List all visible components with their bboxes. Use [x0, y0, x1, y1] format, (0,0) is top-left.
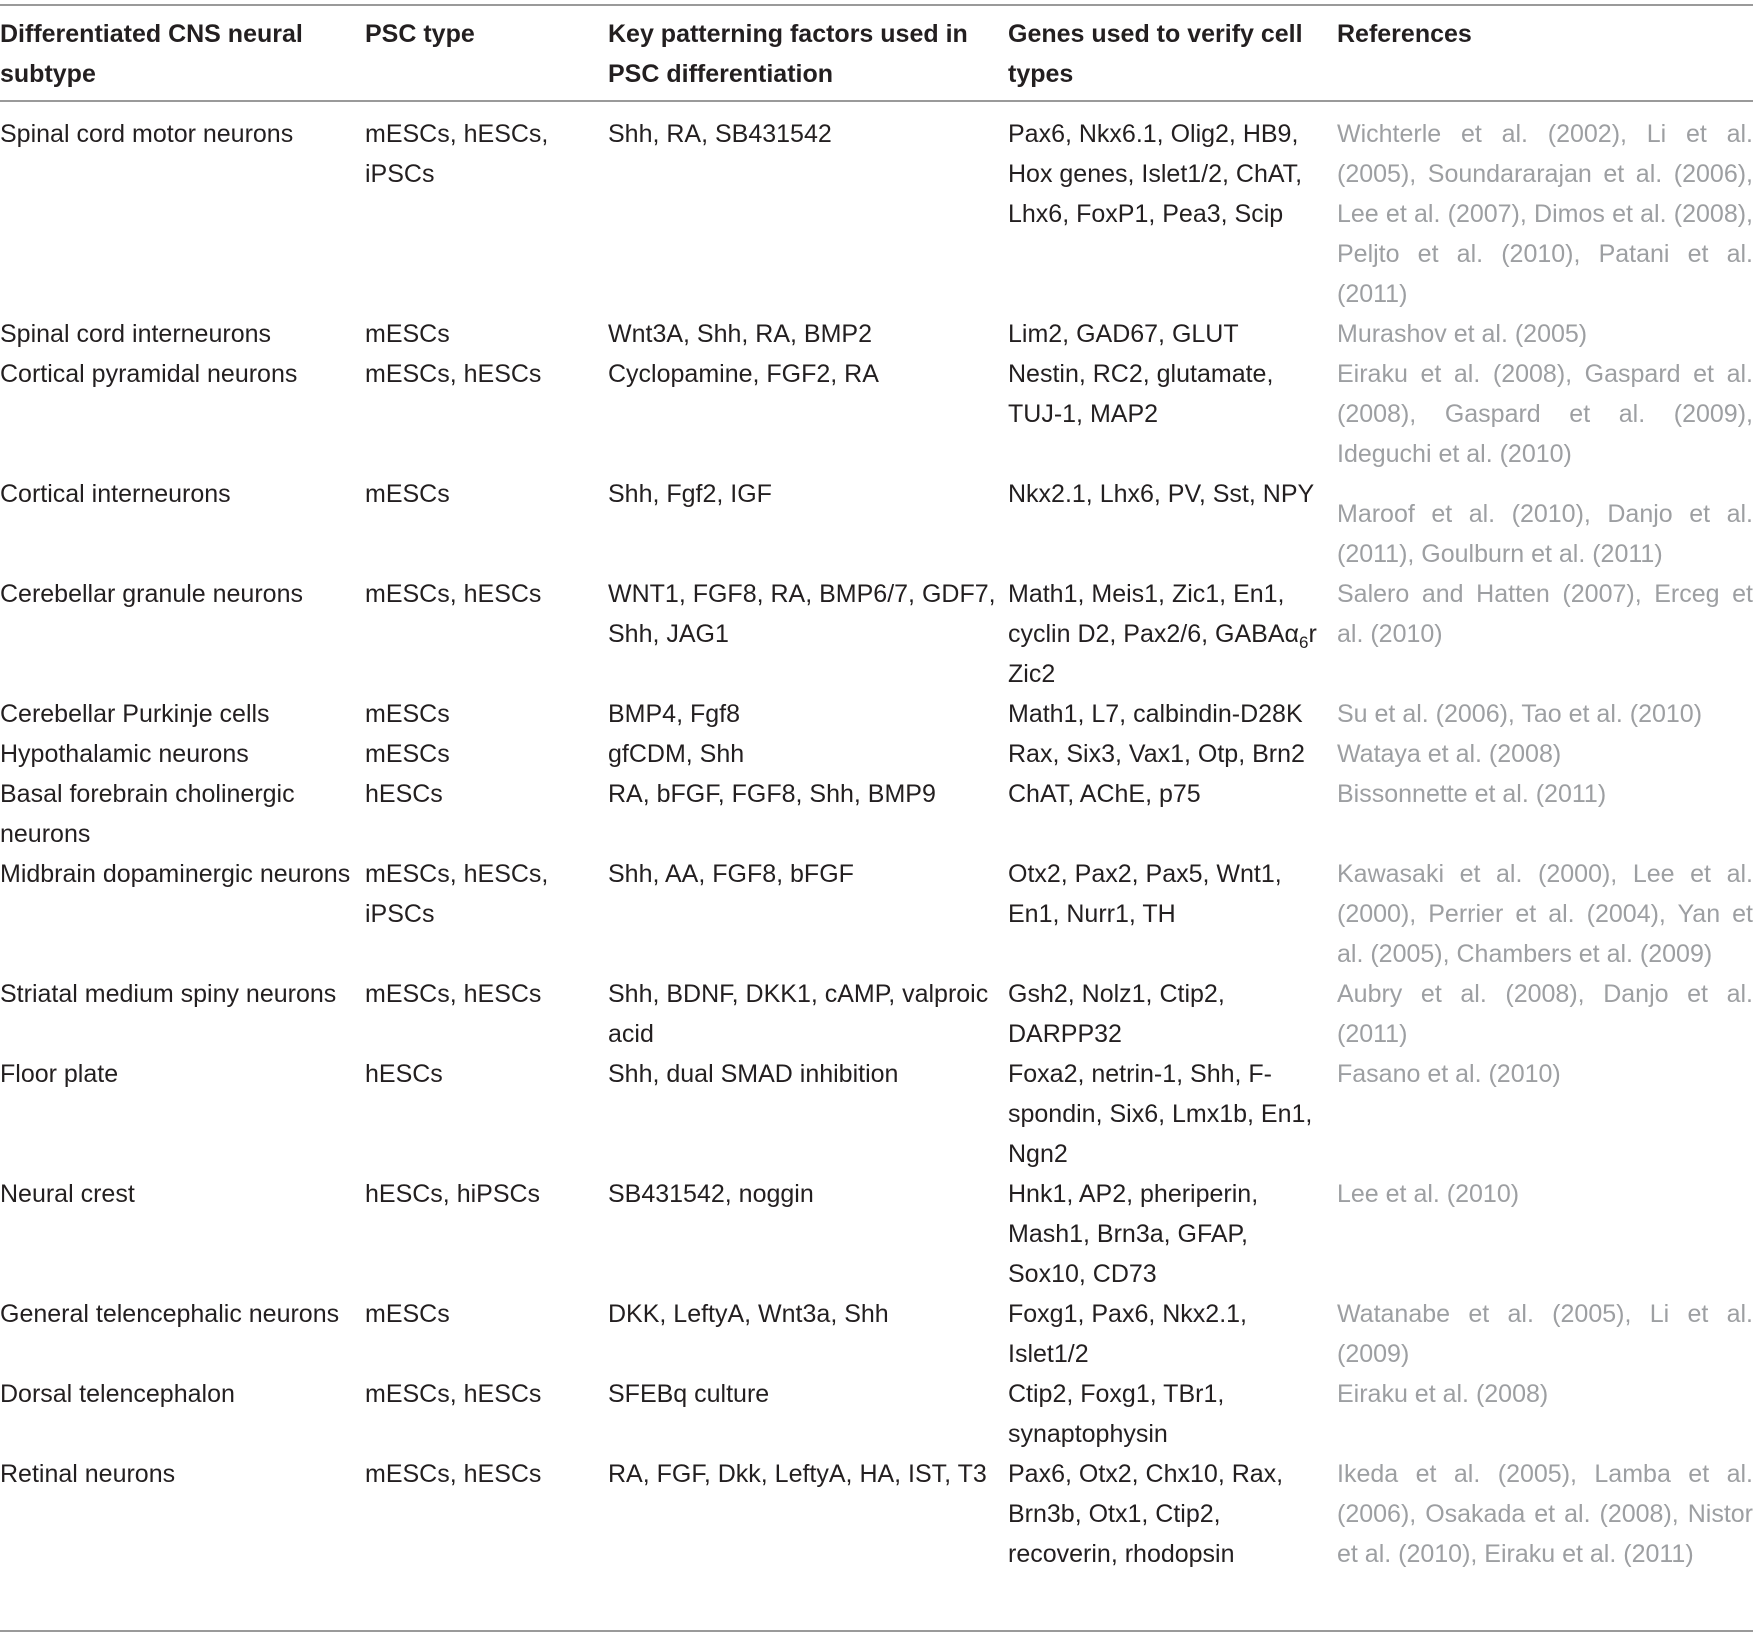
table-row	[0, 1054, 1753, 1174]
genes-text-tail: r Zic2	[1008, 620, 1317, 688]
table-row	[0, 354, 1753, 474]
cell-subtype: Hypothalamic neurons	[0, 740, 249, 768]
cell-psc-type: mESCs, hESCs, iPSCs	[365, 860, 549, 928]
cell-psc-type: mESCs, hESCs	[365, 1380, 542, 1408]
header-row	[0, 8, 1753, 100]
cell-subtype: Midbrain dopaminergic neurons	[0, 860, 351, 888]
cell-psc-type: mESCs	[365, 480, 450, 508]
cell-factors: SFEBq culture	[608, 1380, 770, 1408]
table-row	[0, 1374, 1753, 1454]
cell-factors: Cyclopamine, FGF2, RA	[608, 360, 879, 388]
cell-genes: Pax6, Nkx6.1, Olig2, HB9, Hox genes, Islet1/2, ChAT, Lhx6, FoxP1, Pea3, Scip	[1008, 120, 1303, 228]
cell-genes: ChAT, AChE, p75	[1008, 780, 1201, 808]
table-row	[0, 1174, 1753, 1294]
cell-psc-type: mESCs	[365, 700, 450, 728]
cell-factors: gfCDM, Shh	[608, 740, 745, 768]
cell-genes: Otx2, Pax2, Pax5, Wnt1, En1, Nurr1, TH	[1008, 860, 1282, 928]
cell-references[interactable]: Su et al. (2006), Tao et al. (2010)	[1337, 700, 1703, 728]
cell-factors: WNT1, FGF8, RA, BMP6/7, GDF7, Shh, JAG1	[608, 580, 996, 648]
header-references: References	[1337, 20, 1472, 48]
genes-text: Math1, Meis1, Zic1, En1, cyclin D2, Pax2/6, GABAα	[1008, 580, 1299, 648]
cell-psc-type: mESCs, hESCs	[365, 360, 542, 388]
cell-psc-type: mESCs	[365, 320, 450, 348]
cell-subtype: General telencephalic neurons	[0, 1300, 340, 1328]
cell-factors: Wnt3A, Shh, RA, BMP2	[608, 320, 872, 348]
table-row	[0, 474, 1753, 574]
cell-references[interactable]: Fasano et al. (2010)	[1337, 1060, 1561, 1088]
cell-subtype: Striatal medium spiny neurons	[0, 980, 337, 1008]
cell-subtype: Floor plate	[0, 1060, 119, 1088]
header-verification-genes: Genes used to verify cell types	[1008, 20, 1303, 88]
table-row	[0, 574, 1753, 694]
cell-genes: Math1, L7, calbindin-D28K	[1008, 700, 1303, 728]
cell-references[interactable]: Wataya et al. (2008)	[1337, 740, 1562, 768]
cell-genes: Foxa2, netrin-1, Shh, F-spondin, Six6, Lmx1b, En1, Ngn2	[1008, 1060, 1313, 1168]
cell-psc-type: mESCs, hESCs	[365, 1460, 542, 1488]
cell-factors: RA, bFGF, FGF8, Shh, BMP9	[608, 780, 936, 808]
cell-subtype: Cerebellar Purkinje cells	[0, 700, 270, 728]
cell-references[interactable]: Bissonnette et al. (2011)	[1337, 780, 1607, 808]
table-header	[0, 8, 1753, 100]
cell-psc-type: hESCs	[365, 1060, 443, 1088]
cell-genes	[1008, 574, 1337, 694]
genes-subscript: 6	[1298, 633, 1309, 652]
cell-genes: Pax6, Otx2, Chx10, Rax, Brn3b, Otx1, Ctip2, recoverin, rhodopsin	[1008, 1460, 1284, 1568]
cns-subtype-table	[0, 8, 1753, 1574]
table-top-rule	[0, 4, 1753, 6]
cell-references[interactable]: Eiraku et al. (2008), Gaspard et al. (2008), Gaspard et al. (2009), Ideguchi et al. (2010)	[1337, 360, 1753, 468]
cell-references[interactable]: Eiraku et al. (2008)	[1337, 1380, 1549, 1408]
cell-genes: Nestin, RC2, glutamate, TUJ-1, MAP2	[1008, 360, 1274, 428]
cell-psc-type: mESCs, hESCs	[365, 980, 542, 1008]
cell-factors: Shh, BDNF, DKK1, cAMP, valproic acid	[608, 980, 989, 1048]
cell-references[interactable]: Murashov et al. (2005)	[1337, 320, 1588, 348]
cell-references[interactable]: Maroof et al. (2010), Danjo et al. (2011), Goulburn et al. (2011)	[1337, 500, 1753, 568]
cell-factors: Shh, AA, FGF8, bFGF	[608, 860, 854, 888]
table-row	[0, 694, 1753, 734]
cell-subtype: Neural crest	[0, 1180, 135, 1208]
table-row	[0, 974, 1753, 1054]
cell-references[interactable]: Watanabe et al. (2005), Li et al. (2009)	[1337, 1300, 1753, 1368]
table-row	[0, 1294, 1753, 1374]
table-row	[0, 734, 1753, 774]
cell-subtype: Spinal cord motor neurons	[0, 120, 294, 148]
cell-factors: Shh, dual SMAD inhibition	[608, 1060, 899, 1088]
cell-factors: Shh, RA, SB431542	[608, 120, 832, 148]
cell-references[interactable]: Wichterle et al. (2002), Li et al. (2005), Soundararajan et al. (2006), Lee et al. (2007), Dimos et al. (2008), Peljto et al. (2010), Patani et al. (2011)	[1337, 120, 1753, 308]
cell-psc-type: hESCs	[365, 780, 443, 808]
cell-factors: Shh, Fgf2, IGF	[608, 480, 772, 508]
cell-genes: Hnk1, AP2, pheriperin, Mash1, Brn3a, GFAP, Sox10, CD73	[1008, 1180, 1259, 1288]
cell-subtype: Spinal cord interneurons	[0, 320, 271, 348]
table-row	[0, 1454, 1753, 1574]
cell-references[interactable]: Aubry et al. (2008), Danjo et al. (2011)	[1337, 980, 1753, 1048]
cell-subtype: Retinal neurons	[0, 1460, 176, 1488]
cell-psc-type: mESCs	[365, 740, 450, 768]
cell-factors: DKK, LeftyA, Wnt3a, Shh	[608, 1300, 889, 1328]
table-row	[0, 100, 1753, 314]
cell-genes: Foxg1, Pax6, Nkx2.1, Islet1/2	[1008, 1300, 1248, 1368]
cell-psc-type: mESCs, hESCs	[365, 580, 542, 608]
cell-genes: Lim2, GAD67, GLUT	[1008, 320, 1239, 348]
cell-psc-type: mESCs	[365, 1300, 450, 1328]
header-patterning-factors: Key patterning factors used in PSC differentiation	[608, 20, 968, 88]
cell-genes: Nkx2.1, Lhx6, PV, Sst, NPY	[1008, 480, 1315, 508]
cell-references[interactable]: Lee et al. (2010)	[1337, 1180, 1520, 1208]
cell-subtype: Cortical pyramidal neurons	[0, 360, 298, 388]
cell-subtype: Dorsal telencephalon	[0, 1380, 235, 1408]
cell-subtype: Cortical interneurons	[0, 480, 231, 508]
cell-factors: SB431542, noggin	[608, 1180, 814, 1208]
header-subtype: Differentiated CNS neural subtype	[0, 20, 303, 88]
cell-factors: RA, FGF, Dkk, LeftyA, HA, IST, T3	[608, 1460, 987, 1488]
table-row	[0, 774, 1753, 854]
cell-genes: Rax, Six3, Vax1, Otp, Brn2	[1008, 740, 1305, 768]
cell-genes: Ctip2, Foxg1, TBr1, synaptophysin	[1008, 1380, 1225, 1448]
cell-factors: BMP4, Fgf8	[608, 700, 740, 728]
table-row	[0, 314, 1753, 354]
cell-psc-type: hESCs, hiPSCs	[365, 1180, 541, 1208]
cell-references[interactable]: Kawasaki et al. (2000), Lee et al. (2000), Perrier et al. (2004), Yan et al. (2005), Chambers et al. (2009)	[1337, 860, 1753, 968]
cell-genes: Gsh2, Nolz1, Ctip2, DARPP32	[1008, 980, 1225, 1048]
cell-references[interactable]: Ikeda et al. (2005), Lamba et al. (2006), Osakada et al. (2008), Nistor et al. (2010), Eiraku et al. (2011)	[1337, 1460, 1753, 1568]
table-row	[0, 854, 1753, 974]
cell-psc-type: mESCs, hESCs, iPSCs	[365, 120, 549, 188]
cell-references[interactable]: Salero and Hatten (2007), Erceg et al. (2010)	[1337, 580, 1753, 648]
cell-subtype: Cerebellar granule neurons	[0, 580, 303, 608]
cell-subtype: Basal forebrain cholinergic neurons	[0, 780, 295, 848]
header-psc-type: PSC type	[365, 20, 475, 48]
table-body	[0, 100, 1753, 1574]
